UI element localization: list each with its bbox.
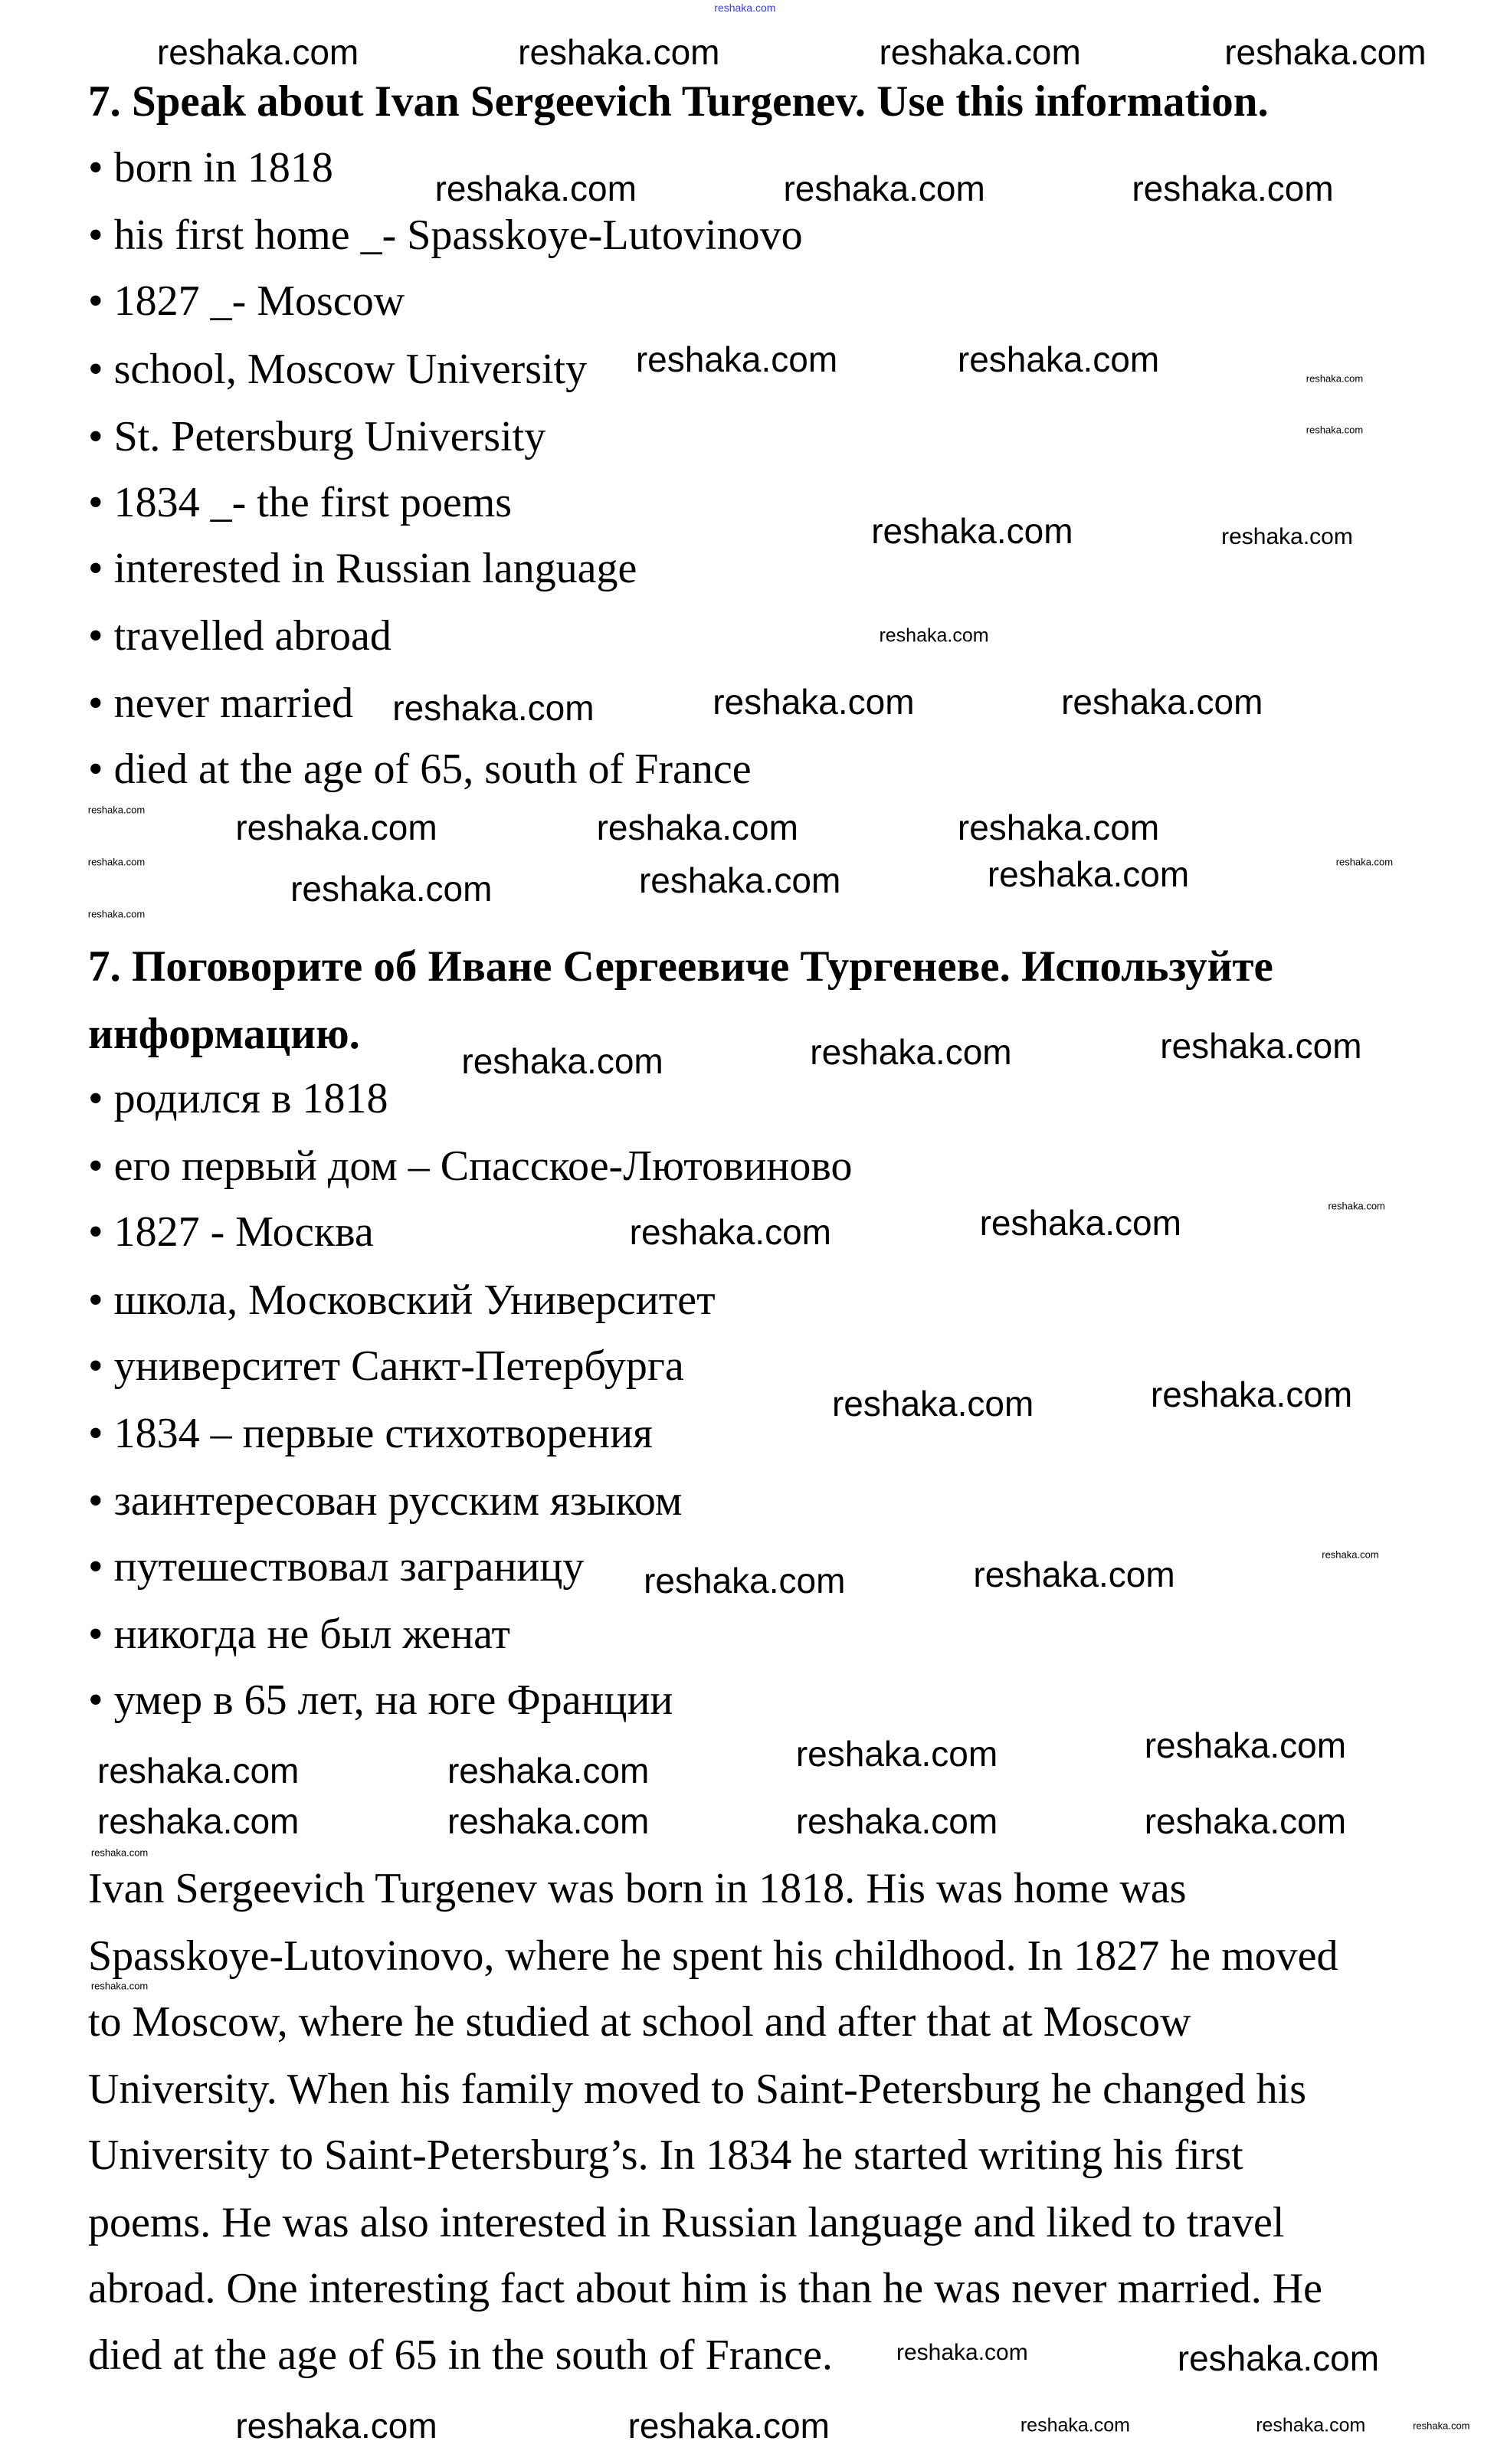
watermark: reshaka.com xyxy=(1150,1374,1353,1414)
watermark: reshaka.com xyxy=(957,807,1160,847)
watermark: reshaka.com xyxy=(831,1383,1034,1424)
watermark: reshaka.com xyxy=(644,1561,846,1601)
watermark: reshaka.com xyxy=(987,854,1190,895)
english-bullet: • died at the age of 65, south of France xyxy=(88,745,752,793)
watermark: reshaka.com xyxy=(1177,2338,1380,2378)
watermark: reshaka.com xyxy=(434,168,637,208)
watermark: reshaka.com xyxy=(627,2405,830,2446)
english-bullet: • St. Petersburg University xyxy=(88,412,546,460)
watermark: reshaka.com xyxy=(156,31,359,72)
watermark: reshaka.com xyxy=(713,681,915,722)
watermark: reshaka.com xyxy=(638,860,841,901)
watermark: reshaka.com xyxy=(957,339,1160,380)
russian-bullet: • университет Санкт-Петербурга xyxy=(88,1342,684,1390)
answer-line: died at the age of 65 in the south of France. xyxy=(88,2331,833,2379)
watermark: reshaka.com xyxy=(879,31,1081,72)
english-bullet: • 1834 _- the first poems xyxy=(88,478,513,526)
watermark: reshaka.com xyxy=(979,1203,1181,1243)
watermark: reshaka.com xyxy=(90,1980,149,1992)
russian-heading-cont: информацию. xyxy=(88,1010,360,1059)
watermark: reshaka.com xyxy=(1132,168,1334,208)
english-bullet: • travelled abroad xyxy=(88,611,391,660)
watermark: reshaka.com xyxy=(596,807,798,847)
english-bullet: • interested in Russian language xyxy=(88,544,637,592)
watermark: reshaka.com xyxy=(518,31,720,72)
answer-line: Spasskoye-Lutovinovo, where he spent his childhood. In 1827 he moved xyxy=(88,1932,1338,1981)
watermark: reshaka.com xyxy=(795,1800,998,1841)
watermark: reshaka.com xyxy=(97,1800,300,1841)
watermark: reshaka.com xyxy=(87,856,146,868)
watermark: reshaka.com xyxy=(714,2,776,15)
watermark: reshaka.com xyxy=(1061,681,1263,722)
russian-bullet: • 1827 - Москва xyxy=(88,1208,374,1257)
english-bullet: • school, Moscow University xyxy=(88,345,588,393)
russian-bullet: • школа, Московский Университет xyxy=(88,1276,716,1324)
watermark: reshaka.com xyxy=(1335,856,1394,868)
answer-line: poems. He was also interested in Russian language and liked to travel xyxy=(88,2199,1285,2247)
watermark: reshaka.com xyxy=(879,624,989,647)
watermark: reshaka.com xyxy=(1413,2420,1470,2432)
russian-bullet: • его первый дом – Спасское-Лютовиново xyxy=(88,1142,853,1191)
answer-line: University. When his family moved to Saint-Petersburg he changed his xyxy=(88,2066,1307,2114)
watermark: reshaka.com xyxy=(447,1751,650,1791)
watermark: reshaka.com xyxy=(1306,424,1364,436)
watermark: reshaka.com xyxy=(290,868,493,909)
watermark: reshaka.com xyxy=(795,1733,998,1774)
english-bullet: • born in 1818 xyxy=(88,144,333,192)
english-bullet: • 1827 _- Moscow xyxy=(88,277,405,326)
watermark: reshaka.com xyxy=(1306,372,1364,385)
english-bullet: • his first home _- Spasskoye-Lutovinovo xyxy=(88,211,803,260)
watermark: reshaka.com xyxy=(973,1555,1175,1595)
watermark: reshaka.com xyxy=(896,2340,1028,2366)
english-heading: 7. Speak about Ivan Sergeevich Turgenev. Use this information. xyxy=(88,77,1269,126)
watermark: reshaka.com xyxy=(447,1800,650,1841)
russian-bullet: • родился в 1818 xyxy=(88,1075,388,1123)
russian-bullet: • никогда не был женат xyxy=(88,1610,510,1658)
russian-bullet: • умер в 65 лет, на юге Франции xyxy=(88,1676,673,1725)
watermark: reshaka.com xyxy=(87,804,146,816)
watermark: reshaka.com xyxy=(635,339,838,380)
russian-bullet: • путешествовал заграницу xyxy=(88,1542,585,1591)
watermark: reshaka.com xyxy=(90,1846,149,1859)
watermark: reshaka.com xyxy=(87,908,146,920)
watermark: reshaka.com xyxy=(392,688,595,729)
watermark: reshaka.com xyxy=(461,1041,663,1082)
watermark: reshaka.com xyxy=(97,1751,300,1791)
watermark: reshaka.com xyxy=(629,1212,831,1253)
russian-heading: 7. Поговорите об Иване Сергеевиче Тургеневе. Используйте xyxy=(88,942,1273,991)
watermark: reshaka.com xyxy=(783,168,985,208)
watermark: reshaka.com xyxy=(1224,31,1427,72)
watermark: reshaka.com xyxy=(1256,2414,1366,2436)
watermark: reshaka.com xyxy=(1160,1025,1362,1066)
watermark: reshaka.com xyxy=(235,807,437,847)
answer-line: abroad. One interesting fact about him is than he was never married. He xyxy=(88,2265,1322,2313)
watermark: reshaka.com xyxy=(1020,2414,1130,2436)
watermark: reshaka.com xyxy=(810,1031,1012,1072)
watermark: reshaka.com xyxy=(1144,1725,1347,1766)
watermark: reshaka.com xyxy=(1144,1800,1347,1841)
watermark: reshaka.com xyxy=(871,510,1073,551)
watermark: reshaka.com xyxy=(1221,523,1353,549)
watermark: reshaka.com xyxy=(1328,1200,1385,1212)
english-bullet: • never married xyxy=(88,679,354,727)
watermark: reshaka.com xyxy=(235,2405,437,2446)
answer-line: Ivan Sergeevich Turgenev was born in 1818. His was home was xyxy=(88,1864,1187,1912)
russian-bullet: • заинтересован русским языком xyxy=(88,1476,683,1525)
russian-bullet: • 1834 – первые стихотворения xyxy=(88,1409,653,1457)
answer-line: to Moscow, where he studied at school and after that at Moscow xyxy=(88,1998,1191,2046)
watermark: reshaka.com xyxy=(1322,1548,1379,1560)
answer-line: University to Saint-Petersburg’s. In 1834 he started writing his first xyxy=(88,2131,1243,2180)
